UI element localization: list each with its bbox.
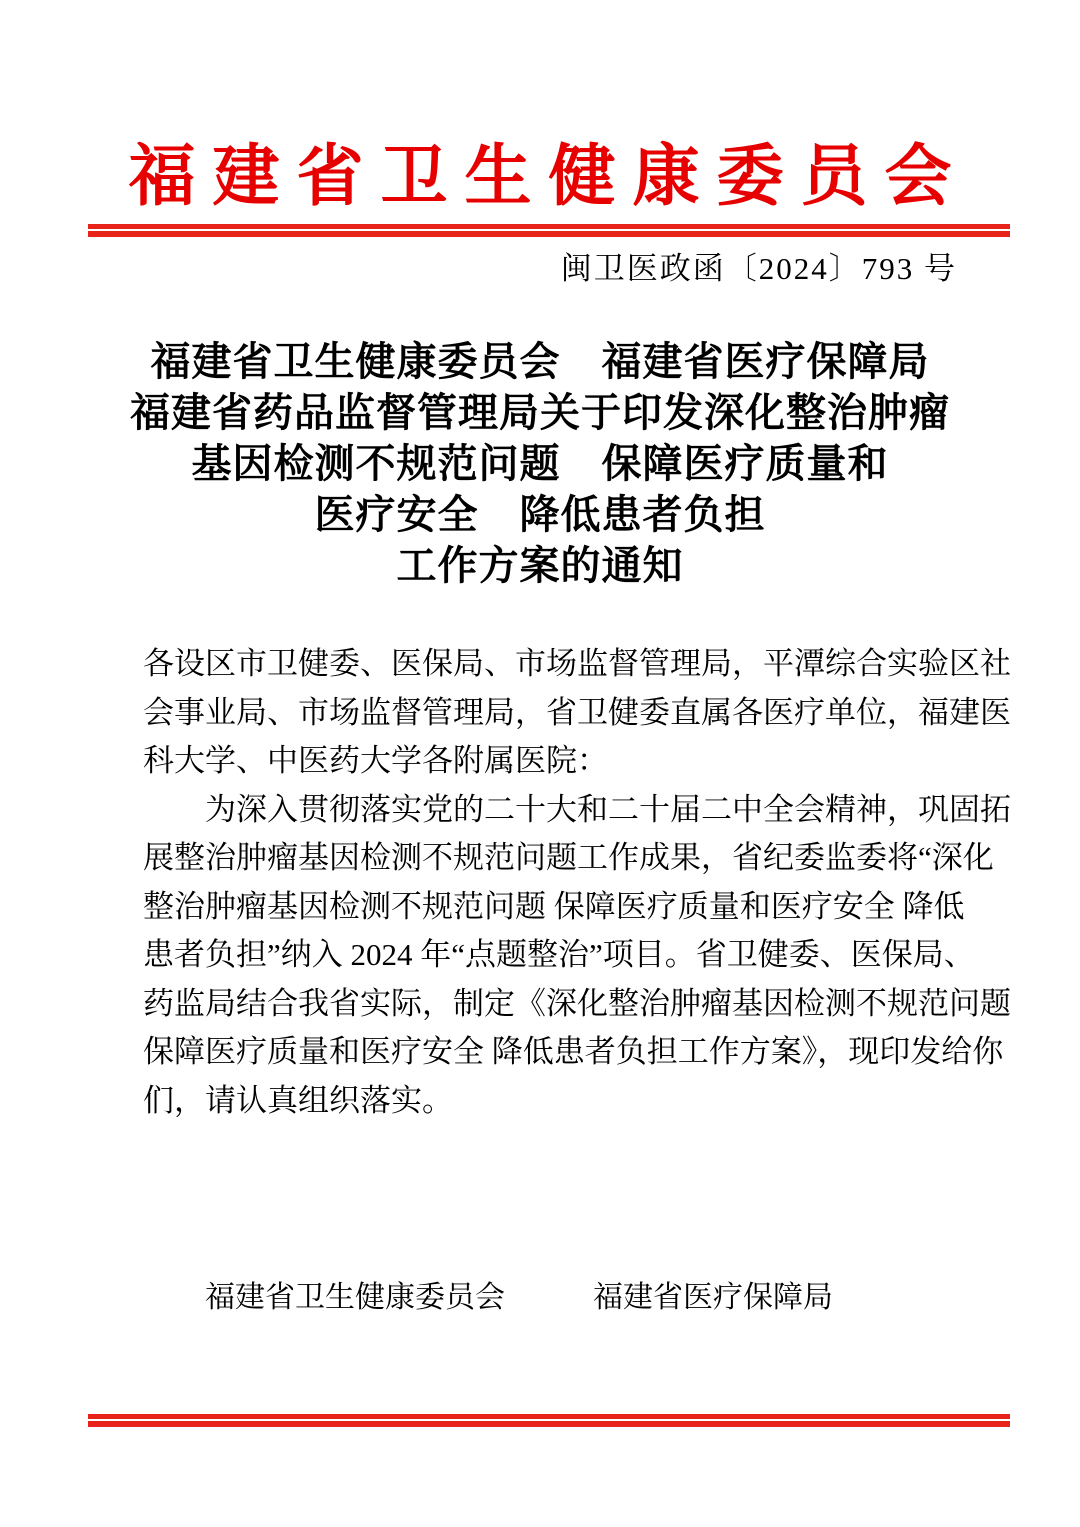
document-title-line: 福建省药品监督管理局关于印发深化整治肿瘤 xyxy=(130,390,950,435)
document-body xyxy=(143,640,1011,1125)
document-title-line: 工作方案的通知 xyxy=(396,543,684,588)
letterhead-org-name: 福建省卫生健康委员会 xyxy=(128,140,969,214)
document-title xyxy=(0,336,1080,591)
signature-health-commission: 福建省卫生健康委员会 xyxy=(205,1281,505,1314)
signature-medical-security-bureau: 福建省医疗保障局 xyxy=(593,1281,833,1314)
header-rule-bottom-stripe xyxy=(88,231,1010,237)
paragraph-line: 展整治肿瘤基因检测不规范问题工作成果，省纪委监委将“深化 xyxy=(143,840,994,875)
document-number: 闽卫医政函〔2024〕793 号 xyxy=(560,251,957,286)
document-title-line: 医疗安全 降低患者负担 xyxy=(314,492,766,537)
paragraph-line: 们，请认真组织落实。 xyxy=(143,1082,453,1118)
document-title-line: 基因检测不规范问题 保障医疗质量和 xyxy=(191,441,889,486)
footer-divider-rule xyxy=(88,1414,1010,1427)
paragraph-line: 整治肿瘤基因检测不规范问题 保障医疗质量和医疗安全 降低 xyxy=(143,888,965,924)
paragraph-line: 药监局结合我省实际，制定《深化整治肿瘤基因检测不规范问题 xyxy=(143,985,1011,1021)
paragraph-line: 患者负担”纳入 2024 年“点题整治”项目。省卫健委、医保局、 xyxy=(143,937,975,972)
paragraph-line: 保障医疗质量和医疗安全 降低患者负担工作方案》，现印发给你 xyxy=(143,1034,1004,1069)
addressee-line: 各设区市卫健委、医保局、市场监督管理局，平潭综合实验区社 xyxy=(143,646,1011,681)
document-title-line: 福建省卫生健康委员会 福建省医疗保障局 xyxy=(150,339,930,384)
paragraph-line: 为深入贯彻落实党的二十大和二十届二中全会精神，巩固拓 xyxy=(205,791,1011,827)
signature-row xyxy=(205,1278,833,1318)
addressee-line: 科大学、中医药大学各附属医院： xyxy=(143,743,608,778)
footer-rule-bottom-stripe xyxy=(88,1421,1010,1427)
header-divider-rule xyxy=(88,224,1010,237)
addressee-line: 会事业局、市场监督管理局，省卫健委直属各医疗单位，福建医 xyxy=(143,694,1011,730)
